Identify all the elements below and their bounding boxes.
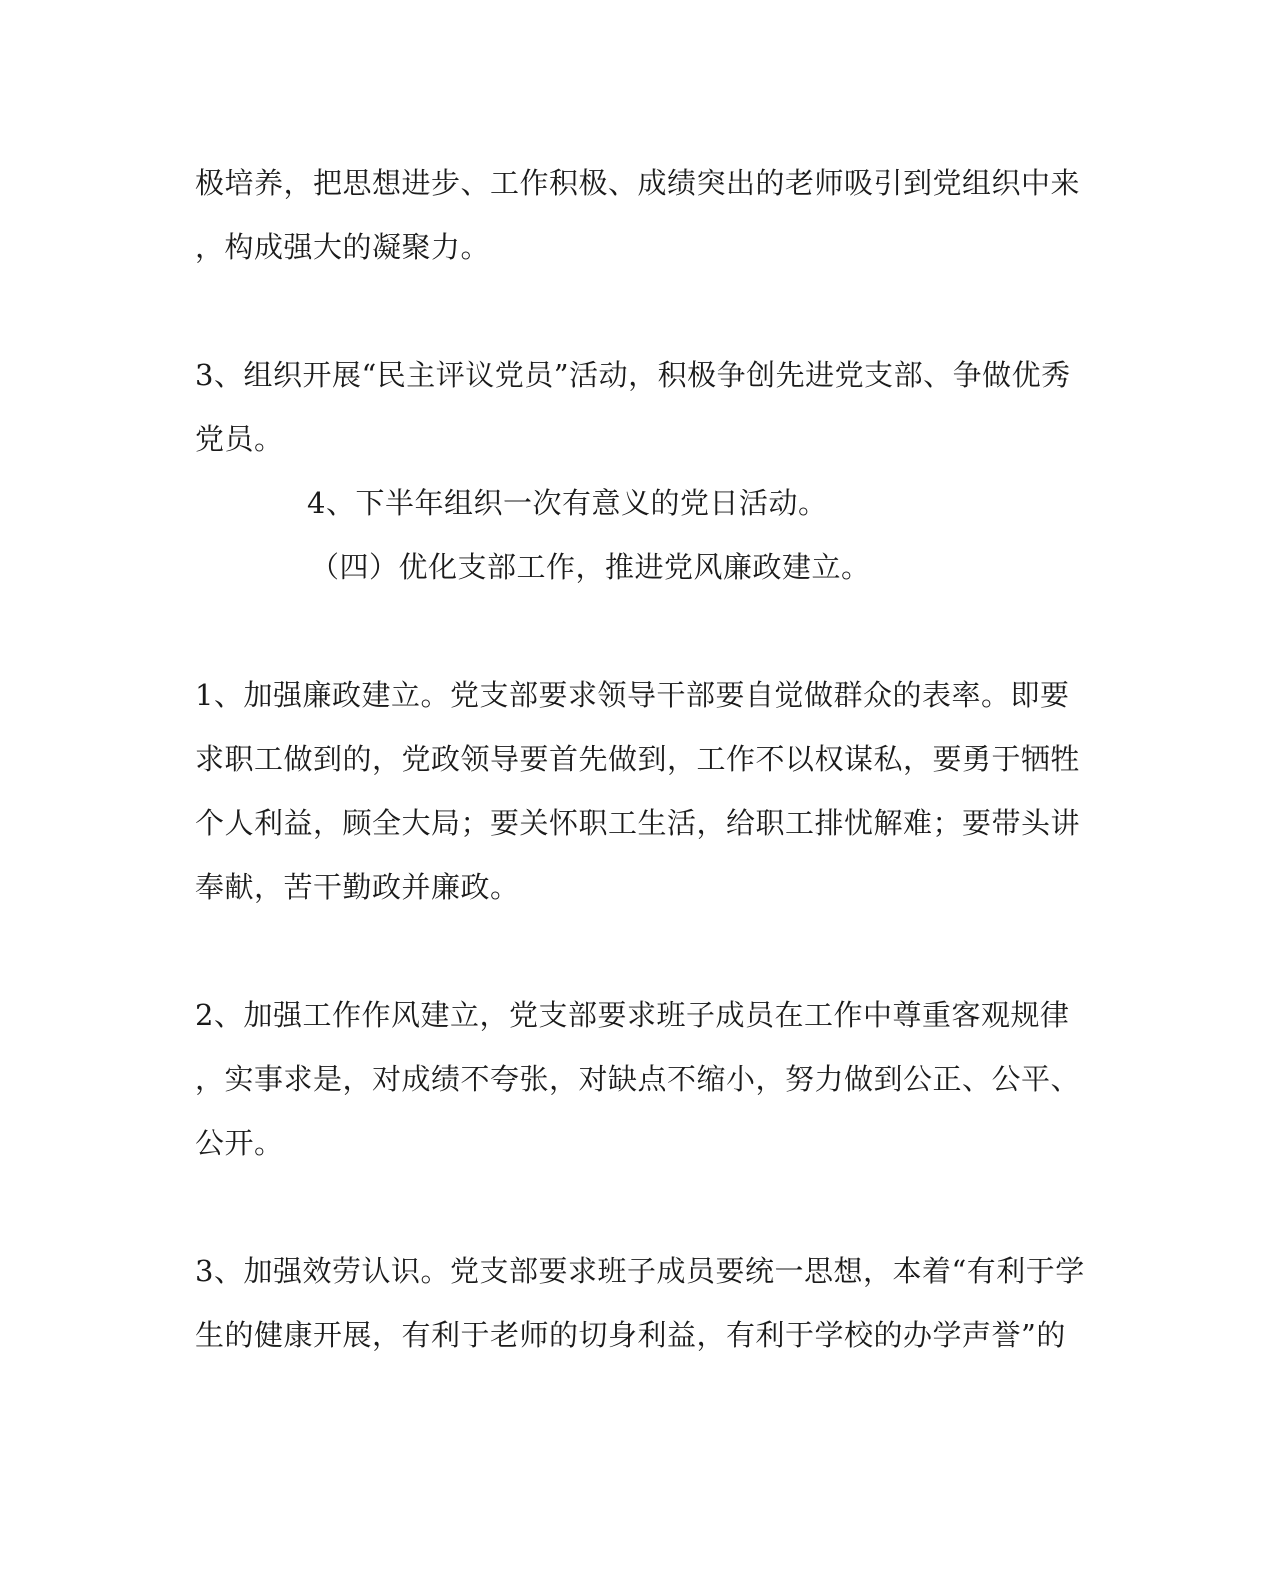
list-item-2-line-3: 公开。 xyxy=(195,1126,284,1160)
list-item-3-line-1: 3、组织开展“民主评议党员”活动，积极争创先进党支部、争做优秀 xyxy=(195,358,1071,392)
list-item-1-line-4: 奉献，苦干勤政并廉政。 xyxy=(195,870,520,904)
list-item-2-line-1: 2、加强工作作风建立，党支部要求班子成员在工作中尊重客观规律 xyxy=(195,998,1070,1032)
list-item-2-line-2: ，实事求是，对成绩不夸张，对缺点不缩小，努力做到公正、公平、 xyxy=(195,1062,1081,1096)
paragraph-line: 极培养，把思想进步、工作积极、成绩突出的老师吸引到党组织中来 xyxy=(195,166,1081,200)
list-item-1-line-3: 个人利益，顾全大局；要关怀职工生活，给职工排忧解难；要带头讲 xyxy=(195,806,1081,840)
list-item-1-line-2: 求职工做到的，党政领导要首先做到，工作不以权谋私，要勇于牺牲 xyxy=(195,742,1081,776)
list-item-4: 4、下半年组织一次有意义的党日活动。 xyxy=(307,486,828,520)
list-item-3b-line-1: 3、加强效劳认识。党支部要求班子成员要统一思想，本着“有利于学 xyxy=(195,1254,1085,1288)
list-item-3-line-2: 党员。 xyxy=(195,422,284,456)
list-item-3b-line-2: 生的健康开展，有利于老师的切身利益，有利于学校的办学声誉”的 xyxy=(195,1318,1066,1352)
section-heading-4: （四）优化支部工作，推进党风廉政建立。 xyxy=(310,550,871,584)
list-item-1-line-1: 1、加强廉政建立。党支部要求领导干部要自觉做群众的表率。即要 xyxy=(195,678,1070,712)
paragraph-line: ，构成强大的凝聚力。 xyxy=(195,230,491,264)
